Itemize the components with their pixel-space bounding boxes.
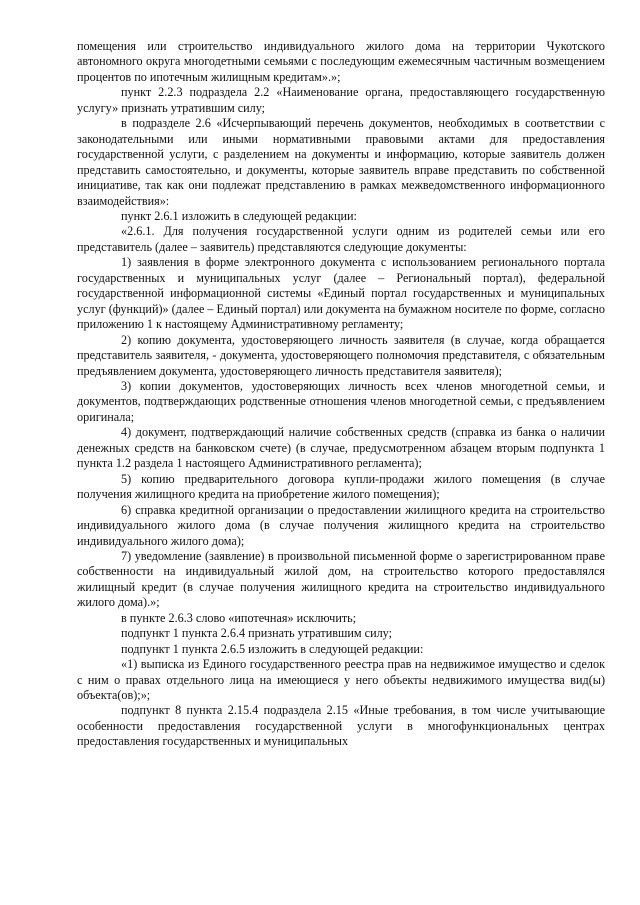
list-item-7: 7) уведомление (заявление) в произвольной письменной форме о зарегистрированном праве собственности на индивидуальный жилой дом, на строительство которого предоставлялся жилищный кредит (в случае получения жилищного кредита на строительство индивидуального жилого дома).»; <box>77 548 605 610</box>
paragraph-item-2-6-1-header: пункт 2.6.1 изложить в следующей редакции: <box>121 208 357 223</box>
list-item-1: 1) заявления в форме электронного документа с использованием регионального портала государственных и муниципальных услуг (далее – Региональный портал), федеральной государственной информационной системы «Единый портал государственных и муниципальных услуг (функций)» (далее – Единый портал) или документа на бумажном носителе по форме, согласно приложению 1 к настоящему Административному регламенту; <box>77 255 605 332</box>
document-page <box>77 39 605 750</box>
paragraph-item-2-6-5: подпункт 1 пункта 2.6.5 изложить в следующей редакции: <box>121 641 424 656</box>
list-item-2: 2) копию документа, удостоверяющего личность заявителя (в случае, когда обращается представитель заявителя, - документа, удостоверяющего полномочия представителя, с обязательным предъявлением документа, удостоверяющего личность представителя заявителя); <box>77 332 605 378</box>
list-item-5: 5) копию предварительного договора купли-продажи жилого помещения (в случае получения жилищного кредита на приобретение жилого помещения); <box>77 471 605 502</box>
list-item-3: 3) копии документов, удостоверяющих личность всех членов многодетной семьи, и документов, подтверждающих родственные отношения членов многодетной семьи, с предъявлением оригинала; <box>77 378 605 424</box>
paragraph-item-2-6-3: в пункте 2.6.3 слово «ипотечная» исключить; <box>121 610 357 625</box>
paragraph-item-2-6-1-text: «2.6.1. Для получения государственной услуги одним из родителей семьи или его представитель (далее – заявитель) представляются следующие документы: <box>77 224 605 254</box>
paragraph-intro-continuation: помещения или строительство индивидуального жилого дома на территории Чукотского автономного округа многодетными семьями с последующим ежемесячным частичным возмещением процентов по ипотечным жилищным кредитам».»; <box>77 39 605 84</box>
list-item-4: 4) документ, подтверждающий наличие собственных средств (справка из банка о наличии денежных средств на банковском счете) (в случае, предусмотренном абзацем вторым подпункта 1 пункта 1.2 раздела 1 настоящего Административного регламента); <box>77 425 605 471</box>
paragraph-item-2-2-3: пункт 2.2.3 подраздела 2.2 «Наименование органа, предоставляющего государственную услугу» признать утратившим силу; <box>77 85 605 115</box>
paragraph-subsection-2-6: в подразделе 2.6 «Исчерпывающий перечень документов, необходимых в соответствии с законодательными или иными нормативными правовыми актами для предоставления государственной услуги, с разделением на документы и информацию, которые заявитель должен представить самостоятельно, и документы, которые заявитель вправе представить по собственной инициативе, так как они подлежат представлению в рамках межведомственного информационного взаимодействия»: <box>77 116 605 208</box>
paragraph-item-2-15-4: подпункт 8 пункта 2.15.4 подраздела 2.15 «Иные требования, в том числе учитывающие особенности предоставления государственной услуги в многофункциональных центрах предоставления государственных и муниципальных <box>77 703 605 749</box>
paragraph-item-2-6-5-text: «1) выписка из Единого государственного реестра прав на недвижимое имущество и сделок с ним о правах отдельного лица на имеющиеся у него объекты недвижимого имущества вид(ы) объекта(ов);»; <box>77 657 605 703</box>
paragraph-item-2-6-4: подпункт 1 пункта 2.6.4 признать утратившим силу; <box>121 626 392 641</box>
list-item-6: 6) справка кредитной организации о предоставлении жилищного кредита на строительство индивидуального жилого дома (в случае получения жилищного кредита на строительство индивидуального жилого дома); <box>77 502 605 548</box>
